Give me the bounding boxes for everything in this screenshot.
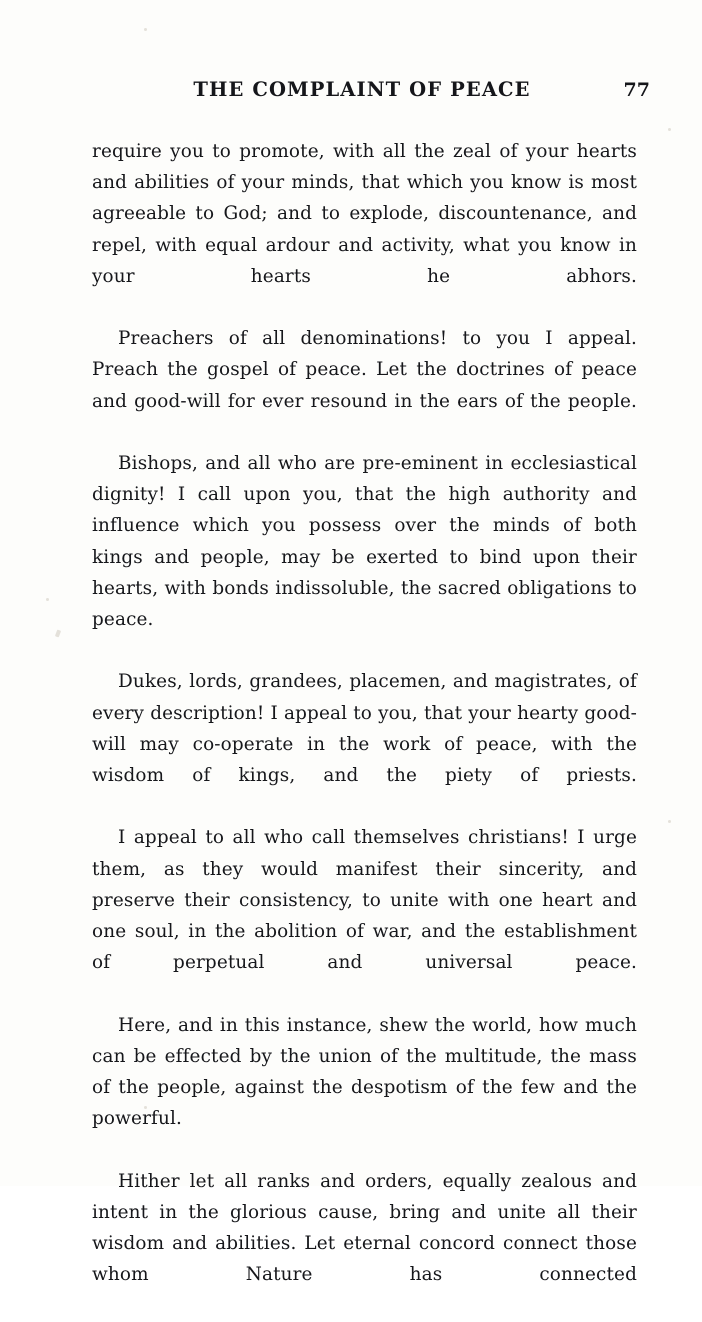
page-number: 77 <box>623 79 650 101</box>
paragraph: Dukes, lords, grandees, placemen, and magistrates, of every description! I appeal to you, that your hearty good-will may co-operate in the work of peace, with the wisdom of kings, and the piety of priests. <box>92 671 637 787</box>
paragraph: require you to promote, with all the zeal of your hearts and abilities of your minds, that which you know is most agreeable to God; and to explode, discountenance, and repel, with equal ardour and activity, what you know in your hearts he abhors. <box>92 141 637 287</box>
paper-speck <box>46 598 49 601</box>
paragraph: Hither let all ranks and orders, equally zealous and intent in the glorious cause, bring and unite all their wisdom and abilities. Let eternal concord connect those whom Nature has connected <box>92 1170 637 1286</box>
running-title: THE COMPLAINT OF PEACE <box>193 78 531 101</box>
page-header <box>92 78 650 108</box>
paper-speck <box>55 630 61 638</box>
paper-speck <box>144 28 147 31</box>
paragraph: Here, and in this instance, shew the world, how much can be effected by the union of the multitude, the mass of the people, against the despotism of the few and the powerful. <box>92 1014 637 1130</box>
paragraph: Preachers of all denominations! to you I appeal. Preach the gospel of peace. Let the doctrines of peace and good-will for ever resound in the ears of the people. <box>92 328 637 412</box>
paragraph: I appeal to all who call themselves christians! I urge them, as they would manifest their sincerity, and preserve their consistency, to unite with one heart and one soul, in the abolition of war, and the establishment of perpetual and universal peace. <box>92 827 637 974</box>
paragraph: Bishops, and all who are pre-eminent in ecclesiastical dignity! I call upon you, that the high authority and influence which you possess over the minds of both kings and people, may be exerted to bind upon their hearts, with bonds indissoluble, the sacred obligations to peace. <box>92 453 637 631</box>
paper-speck <box>668 820 671 823</box>
page-body <box>92 136 637 1322</box>
paper-speck <box>668 128 671 131</box>
